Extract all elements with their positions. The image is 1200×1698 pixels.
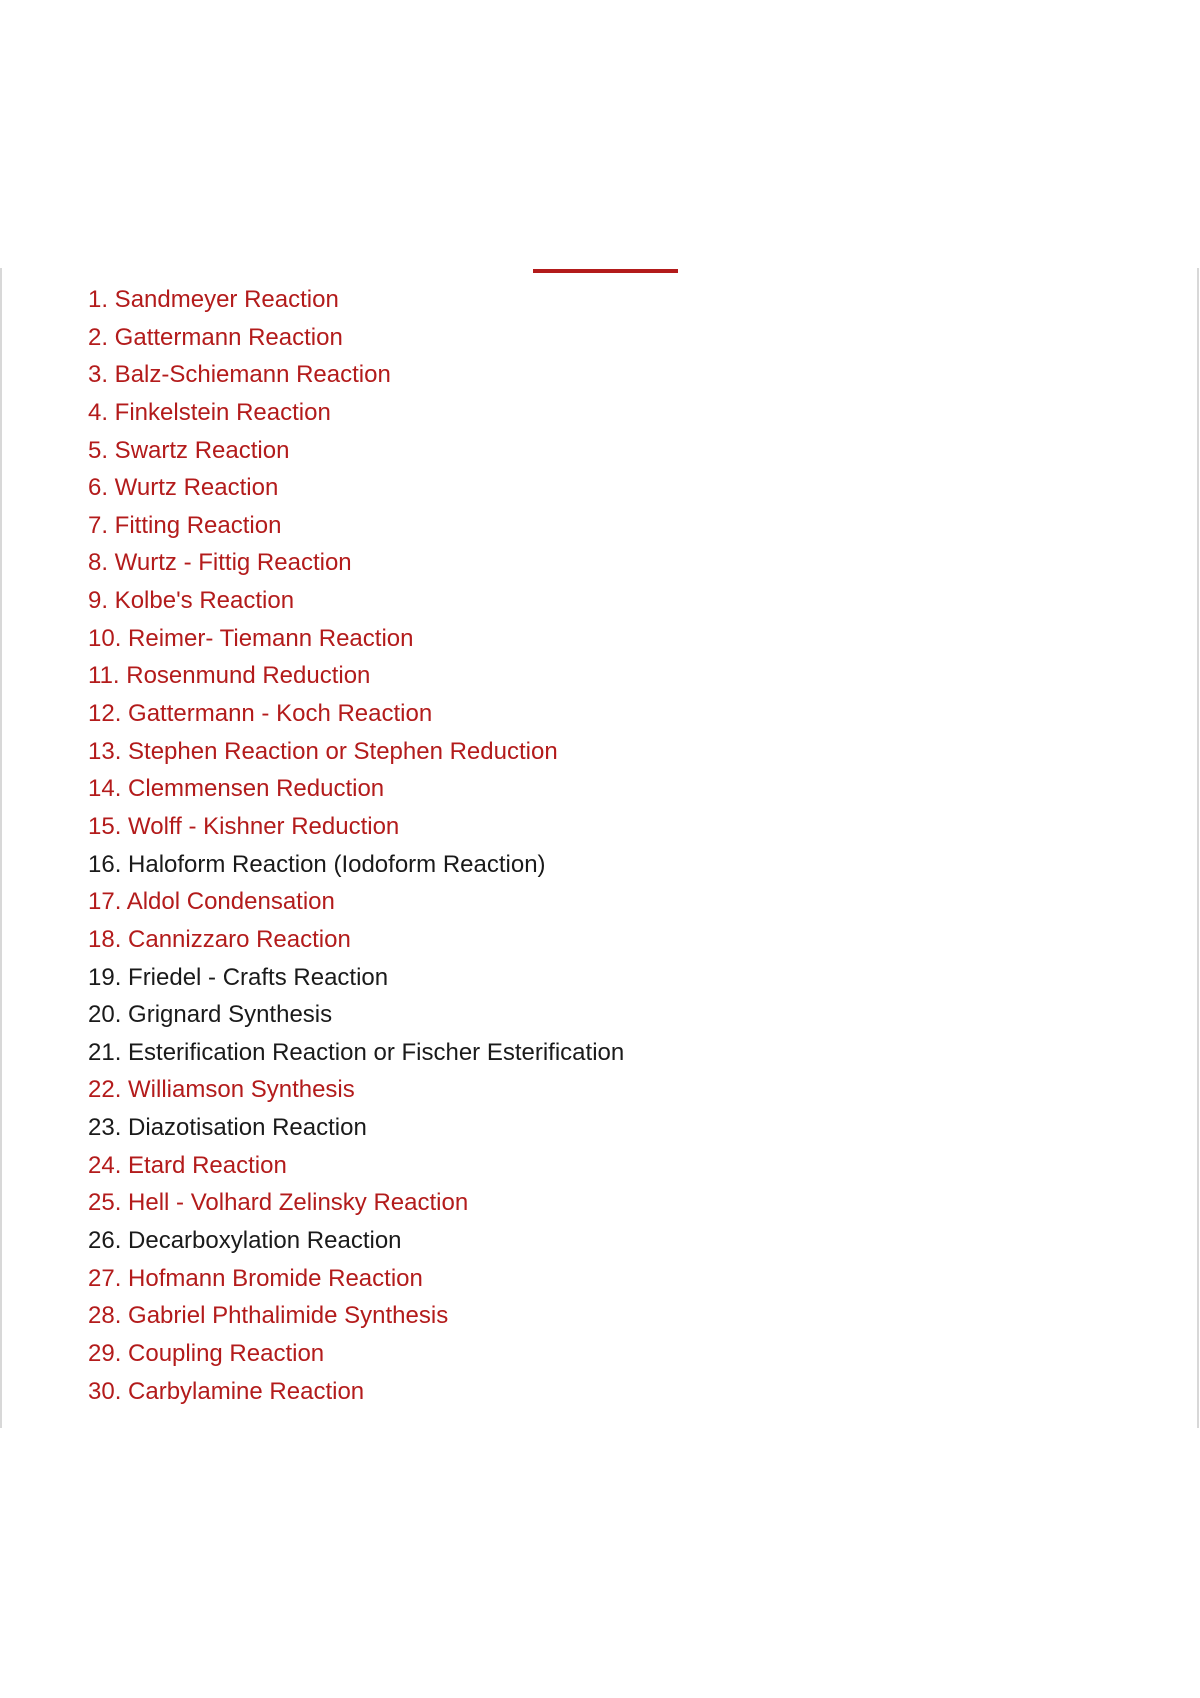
reaction-item: 19. Friedel - Crafts Reaction	[88, 963, 389, 991]
reaction-item: 21. Esterification Reaction or Fischer Esterification	[88, 1038, 625, 1066]
reaction-item: 18. Cannizzaro Reaction	[88, 925, 351, 953]
reaction-item: 6. Wurtz Reaction	[88, 474, 279, 502]
reaction-item: 25. Hell - Volhard Zelinsky Reaction	[88, 1189, 469, 1217]
reaction-item: 10. Reimer- Tiemann Reaction	[88, 624, 414, 652]
page-edge-left	[0, 268, 2, 1428]
reaction-item: 30. Carbylamine Reaction	[88, 1377, 365, 1405]
reaction-item: 26. Decarboxylation Reaction	[88, 1227, 402, 1255]
reaction-item: 5. Swartz Reaction	[88, 436, 290, 464]
reaction-item: 14. Clemmensen Reduction	[88, 775, 385, 803]
reaction-item: 13. Stephen Reaction or Stephen Reduction	[88, 737, 558, 765]
reaction-item: 23. Diazotisation Reaction	[88, 1114, 367, 1142]
reaction-item: 27. Hofmann Bromide Reaction	[88, 1264, 423, 1292]
page-edge-right	[1197, 268, 1199, 1428]
reaction-item: 15. Wolff - Kishner Reduction	[88, 812, 400, 840]
reaction-item: 2. Gattermann Reaction	[88, 323, 343, 351]
reaction-item: 1. Sandmeyer Reaction	[88, 286, 339, 313]
reaction-item: 11. Rosenmund Reduction	[88, 662, 371, 690]
reaction-item: 22. Williamson Synthesis	[88, 1076, 355, 1104]
reaction-list	[88, 281, 624, 1410]
reaction-item: 12. Gattermann - Koch Reaction	[88, 700, 433, 728]
reaction-item: 8. Wurtz - Fittig Reaction	[88, 549, 352, 577]
reaction-item: 20. Grignard Synthesis	[88, 1001, 333, 1029]
reaction-item: 17. Aldol Condensation	[88, 888, 335, 916]
heading-underline	[533, 269, 678, 273]
reaction-item: 29. Coupling Reaction	[88, 1339, 325, 1367]
reaction-item: 24. Etard Reaction	[88, 1151, 287, 1179]
reaction-item: 28. Gabriel Phthalimide Synthesis	[88, 1302, 449, 1330]
reaction-item: 3. Balz-Schiemann Reaction	[88, 361, 391, 389]
reaction-item: 16. Haloform Reaction (Iodoform Reaction)	[88, 850, 546, 878]
reaction-item: 7. Fitting Reaction	[88, 511, 282, 539]
reaction-item: 9. Kolbe's Reaction	[88, 587, 295, 615]
reaction-item: 4. Finkelstein Reaction	[88, 398, 331, 426]
